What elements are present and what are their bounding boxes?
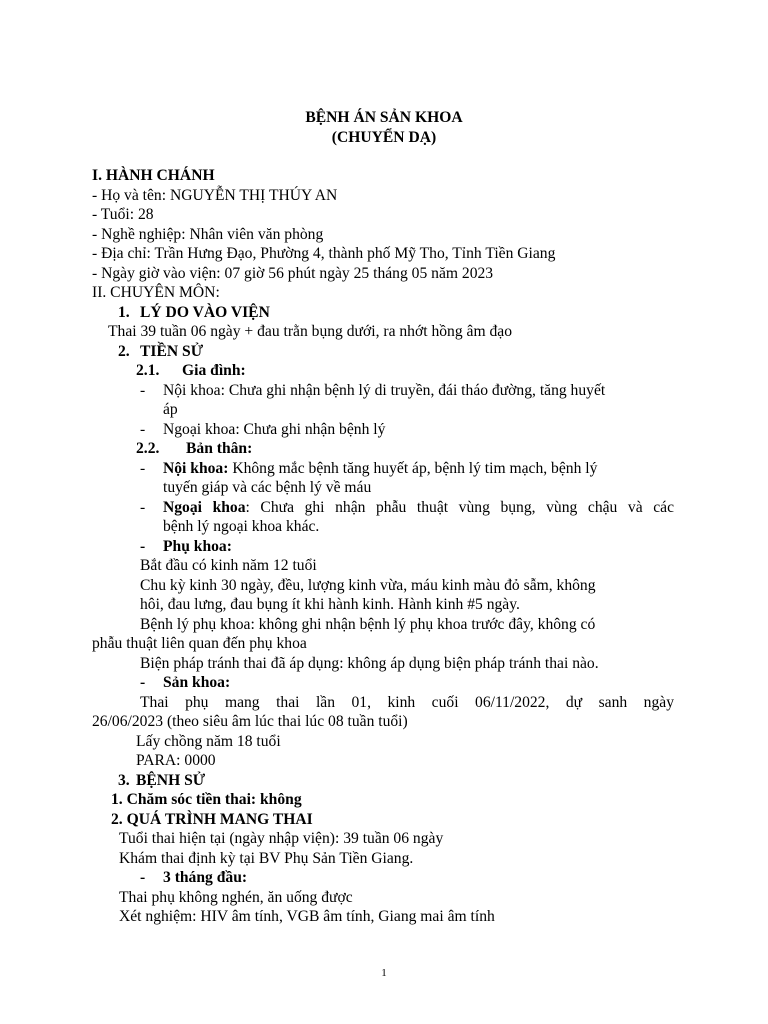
hpi-heading: BỆNH SỬ bbox=[136, 771, 206, 789]
obstetrics-heading: Sản khoa: bbox=[163, 674, 231, 691]
bullet-dash: - bbox=[140, 869, 146, 886]
obstetrics-para: PARA: 0000 bbox=[136, 752, 216, 769]
obstetrics-pregnancy-line-2: 26/06/2023 (theo siêu âm lúc thai lúc 08 tuần tuổi) bbox=[92, 713, 408, 730]
gynecology-menarche: Bắt đầu có kinh năm 12 tuổi bbox=[140, 557, 317, 574]
hpi-number: 3. bbox=[118, 771, 130, 789]
reason-text: Thai 39 tuần 06 ngày + đau trằn bụng dưới, ra nhớt hồng âm đạo bbox=[108, 323, 513, 340]
section-1-heading: I. HÀNH CHÁNH bbox=[92, 167, 215, 184]
gynecology-cycle-line-2: hôi, đau lưng, đau bụng ít khi hành kinh. Hành kinh #5 ngày. bbox=[140, 596, 520, 613]
self-internal-line-2: tuyến giáp và các bệnh lý về máu bbox=[163, 479, 372, 496]
bullet-dash: - bbox=[140, 381, 146, 399]
self-internal-line-1 bbox=[163, 459, 597, 479]
pregnancy-course-heading: 2. QUÁ TRÌNH MANG THAI bbox=[111, 810, 313, 828]
self-surgery-line-1 bbox=[163, 498, 674, 518]
family-heading: Gia đình: bbox=[182, 362, 246, 379]
gynecology-heading: Phụ khoa: bbox=[163, 537, 232, 555]
self-heading: Bản thân: bbox=[186, 440, 253, 457]
patient-address: - Địa chỉ: Trần Hưng Đạo, Phường 4, thành phố Mỹ Tho, Tỉnh Tiền Giang bbox=[92, 245, 556, 262]
page-number: 1 bbox=[381, 967, 387, 979]
family-surgery: Ngoại khoa: Chưa ghi nhận bệnh lý bbox=[163, 420, 386, 438]
prenatal-checkup: Khám thai định kỳ tại BV Phụ Sản Tiền Giang. bbox=[119, 849, 414, 867]
patient-age: - Tuổi: 28 bbox=[92, 206, 154, 223]
history-number: 2. bbox=[118, 342, 130, 360]
obstetrics-pregnancy-line-1: Thai phụ mang thai lần 01, kinh cuối 06/11/2022, dự sanh ngày bbox=[140, 693, 674, 711]
section-2-heading: II. CHUYÊN MÔN: bbox=[92, 284, 220, 301]
self-surgery-line-2: bệnh lý ngoại khoa khác. bbox=[163, 518, 320, 535]
self-surgery-text: : Chưa ghi nhận phẫu thuật vùng bụng, vùng chậu và các bbox=[245, 498, 674, 516]
family-internal-line-2: áp bbox=[163, 401, 178, 418]
self-internal-label: Nội khoa: bbox=[163, 459, 229, 477]
family-number: 2.1. bbox=[136, 362, 160, 379]
first-trimester-symptoms: Thai phụ không nghén, ăn uống được bbox=[119, 888, 353, 906]
patient-name: - Họ và tên: NGUYỄN THỊ THÚY AN bbox=[92, 186, 338, 204]
prenatal-care: 1. Chăm sóc tiền thai: không bbox=[111, 791, 302, 808]
reason-heading: LÝ DO VÀO VIỆN bbox=[140, 303, 270, 321]
self-surgery-label: Ngoại khoa bbox=[163, 498, 246, 516]
document-subtitle: (CHUYỂN DẠ) bbox=[331, 128, 437, 146]
document-title: BỆNH ÁN SẢN KHOA bbox=[305, 109, 463, 126]
family-internal-line-1: Nội khoa: Chưa ghi nhận bệnh lý di truyền, đái tháo đường, tăng huyết bbox=[163, 381, 606, 399]
gynecology-cycle-line-1: Chu kỳ kinh 30 ngày, đều, lượng kinh vừa, máu kinh màu đỏ sẫm, không bbox=[140, 576, 596, 594]
bullet-dash: - bbox=[140, 498, 146, 516]
bullet-dash: - bbox=[140, 674, 146, 691]
gynecology-disease-line-1: Bệnh lý phụ khoa: không ghi nhận bệnh lý phụ khoa trước đây, không có bbox=[140, 615, 596, 633]
bullet-dash: - bbox=[140, 459, 146, 477]
bullet-dash: - bbox=[140, 537, 146, 555]
self-internal-text: Không mắc bệnh tăng huyết áp, bệnh lý tim mạch, bệnh lý bbox=[232, 459, 598, 477]
history-heading: TIỀN SỬ bbox=[140, 342, 204, 360]
first-trimester-heading: 3 tháng đầu: bbox=[163, 869, 248, 886]
gestational-age: Tuổi thai hiện tại (ngày nhập viện): 39 tuần 06 ngày bbox=[119, 830, 444, 847]
obstetrics-marriage: Lấy chồng năm 18 tuổi bbox=[136, 732, 281, 750]
self-number: 2.2. bbox=[136, 440, 160, 457]
gynecology-disease-line-2: phẫu thuật liên quan đến phụ khoa bbox=[92, 635, 307, 652]
gynecology-contraception: Biện pháp tránh thai đã áp dụng: không áp dụng biện pháp tránh thai nào. bbox=[140, 654, 599, 672]
bullet-dash: - bbox=[140, 420, 146, 438]
first-trimester-tests: Xét nghiệm: HIV âm tính, VGB âm tính, Giang mai âm tính bbox=[119, 908, 495, 925]
reason-number: 1. bbox=[118, 303, 130, 321]
patient-job: - Nghề nghiệp: Nhân viên văn phòng bbox=[92, 225, 324, 243]
admission-time: - Ngày giờ vào viện: 07 giờ 56 phút ngày 25 tháng 05 năm 2023 bbox=[92, 264, 494, 282]
